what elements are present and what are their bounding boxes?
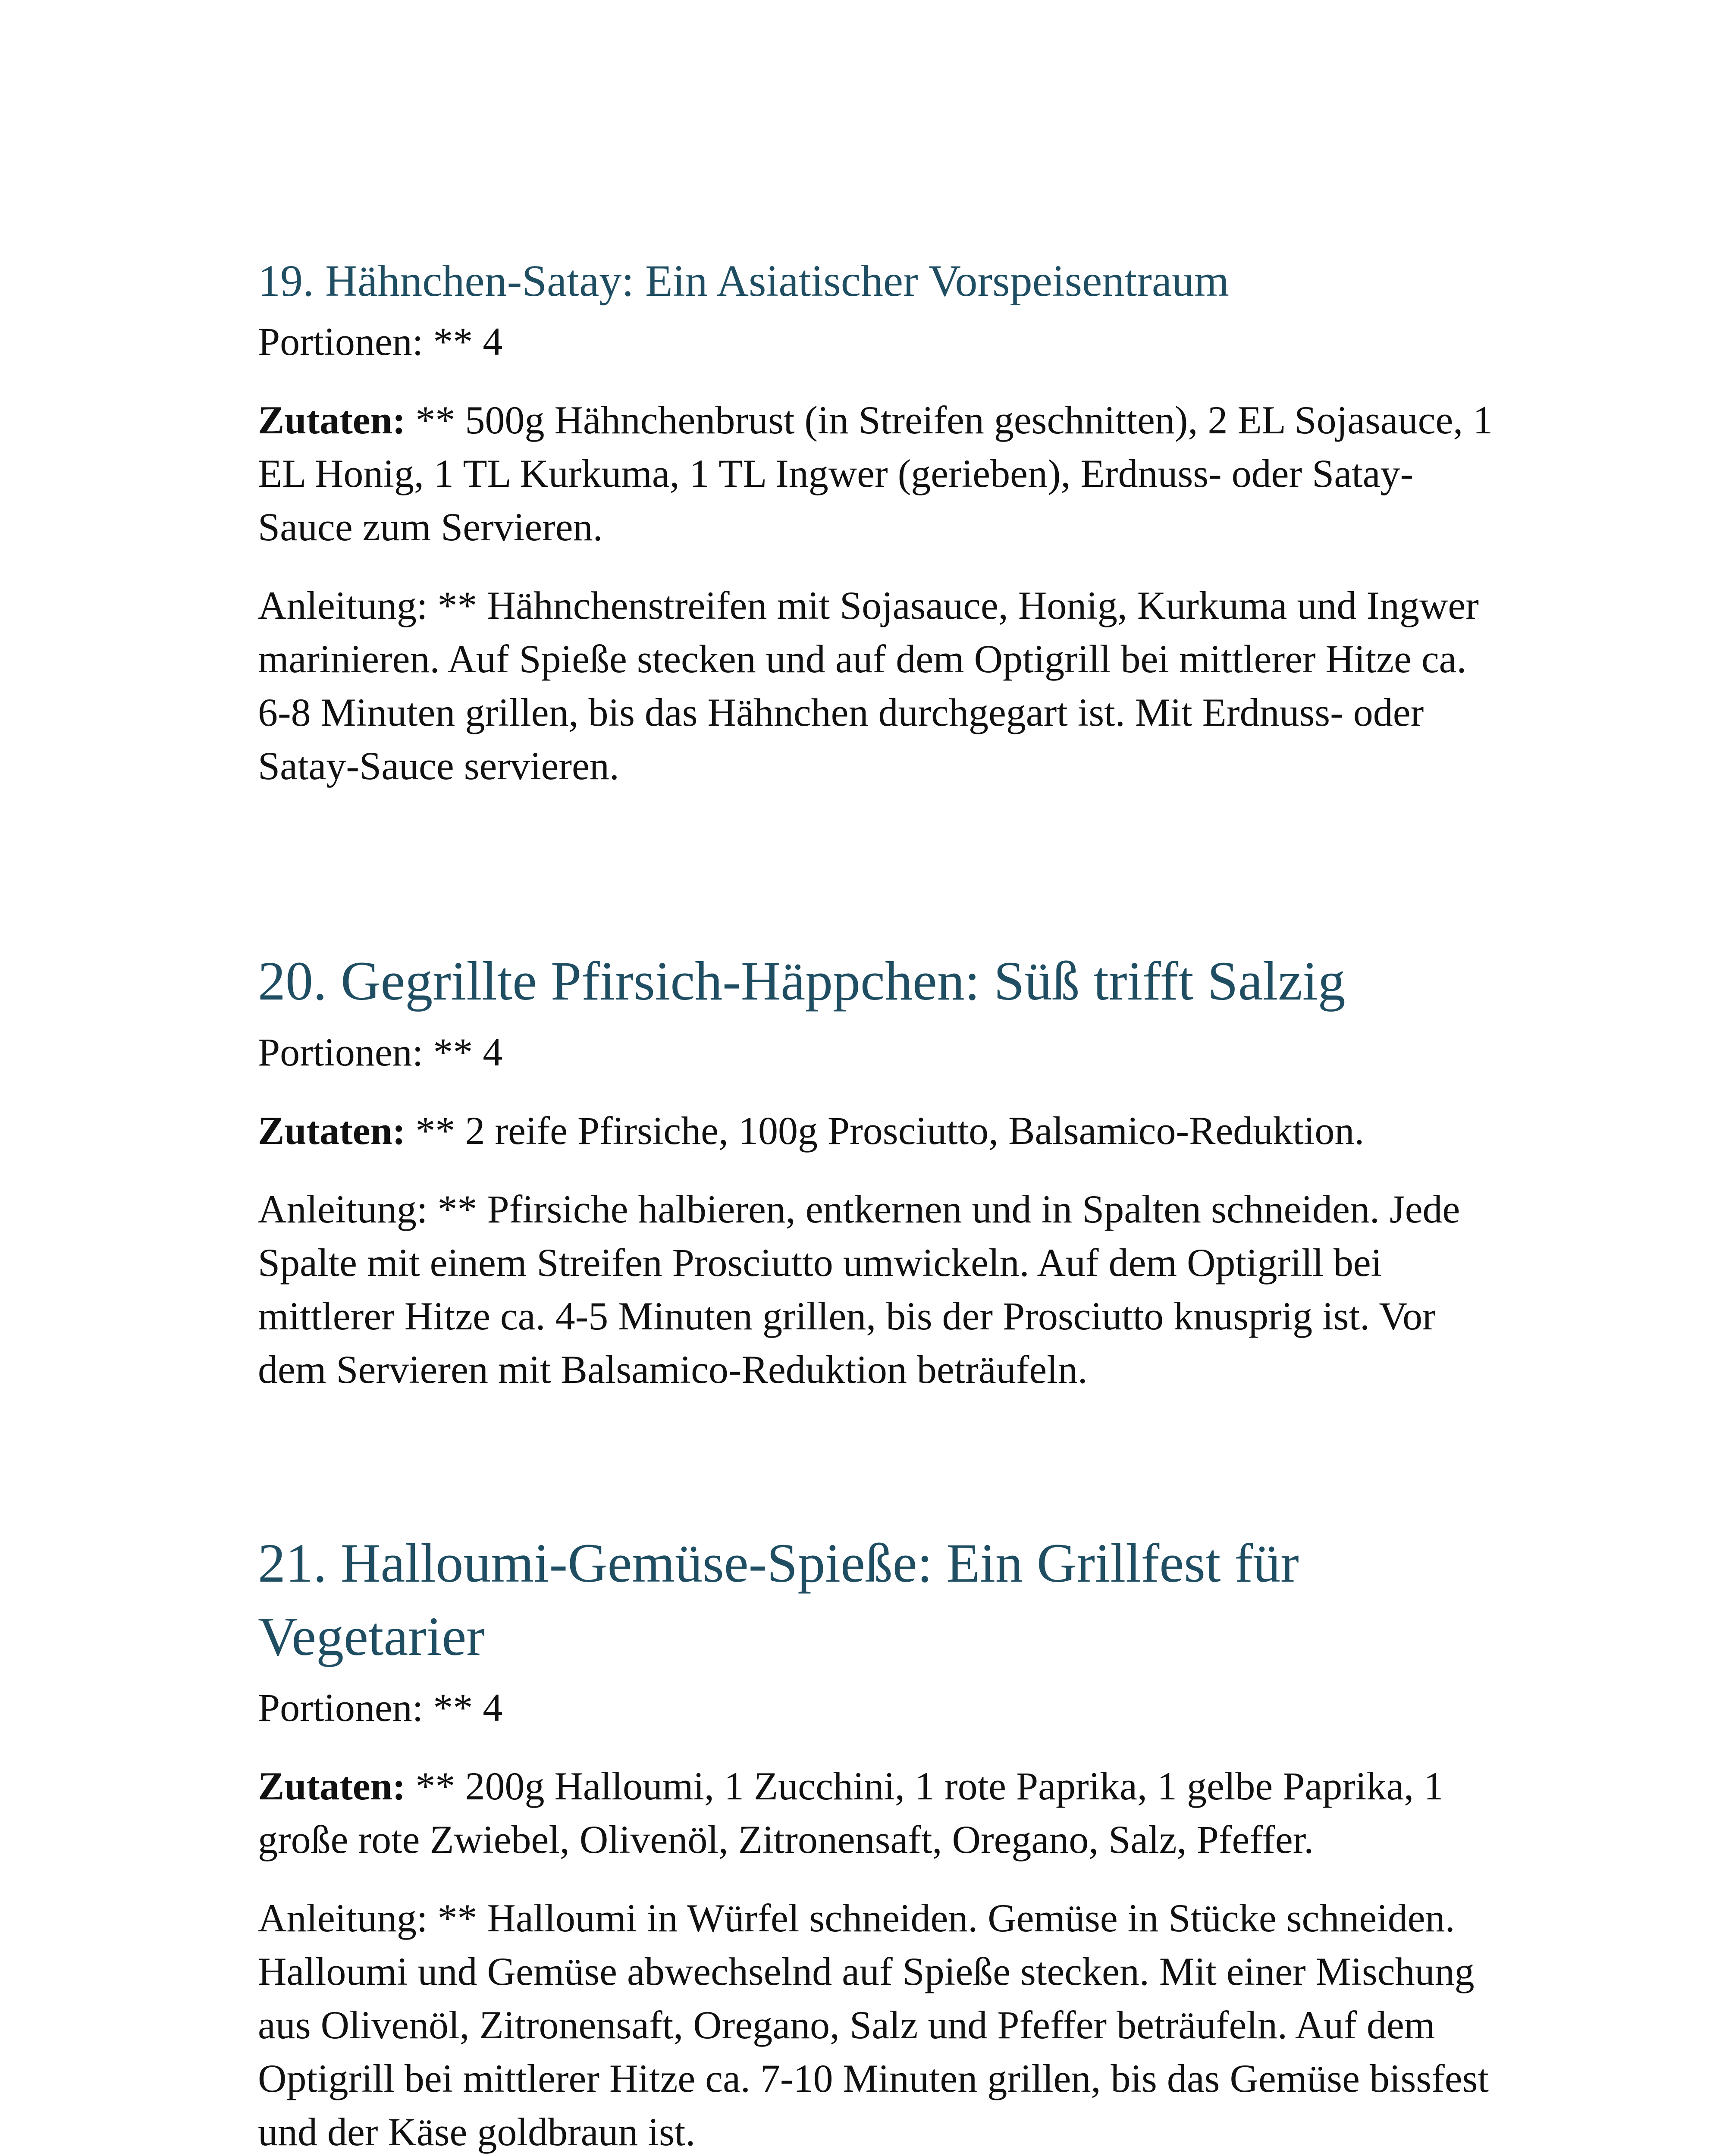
ingredients-label: Zutaten:: [258, 1109, 406, 1153]
recipe-ingredients: [258, 1759, 1500, 1866]
ingredients-text: ** 2 reife Pfirsiche, 100g Prosciutto, Balsamico-Reduktion.: [405, 1109, 1365, 1153]
recipe-title: 19. Hähnchen-Satay: Ein Asiatischer Vorspeisentraum: [258, 256, 1229, 306]
recipe-19: [258, 255, 1500, 793]
document-page: [258, 0, 1500, 2156]
recipe-instructions: Anleitung: ** Hähnchenstreifen mit Sojasauce, Honig, Kurkuma und Ingwer marinieren. Auf Spieße stecken und auf dem Optigrill bei mittlerer Hitze ca. 6-8 Minuten grillen, bis das Hähnchen durchgegart ist. Mit Erdnuss- oder Satay-Sauce servieren.: [258, 583, 1479, 788]
recipe-ingredients: [258, 1104, 1500, 1157]
recipe-ingredients: [258, 393, 1500, 554]
recipe-instructions: Anleitung: ** Pfirsiche halbieren, entkernen und in Spalten schneiden. Jede Spalte mit einem Streifen Prosciutto umwickeln. Auf dem Optigrill bei mittlerer Hitze ca. 4-5 Minuten grillen, bis der Prosciutto knusprig ist. Vor dem Servieren mit Balsamico-Reduktion beträufeln.: [258, 1187, 1460, 1391]
recipe-instructions: Anleitung: ** Halloumi in Würfel schneiden. Gemüse in Stücke schneiden. Halloumi und Gemüse abwechselnd auf Spieße stecken. Mit einer Mischung aus Olivenöl, Zitronensaft, Oregano, Salz und Pfeffer beträufeln. Auf dem Optigrill bei mittlerer Hitze ca. 7-10 Minuten grillen, bis das Gemüse bissfest und der Käse goldbraun ist.: [258, 1896, 1489, 2154]
recipe-title: 21. Halloumi-Gemüse-Spieße: Ein Grillfest für Vegetarier: [258, 1532, 1299, 1667]
ingredients-label: Zutaten:: [258, 1764, 406, 1808]
ingredients-text: ** 500g Hähnchenbrust (in Streifen geschnitten), 2 EL Sojasauce, 1 EL Honig, 1 TL Kurkuma, 1 TL Ingwer (gerieben), Erdnuss- oder Satay-Sauce zum Servieren.: [258, 398, 1493, 549]
ingredients-label: Zutaten:: [258, 398, 406, 442]
recipe-servings: Portionen: ** 4: [258, 1030, 503, 1074]
recipe-20: [258, 944, 1500, 1396]
recipe-servings: Portionen: ** 4: [258, 320, 503, 364]
recipe-servings: Portionen: ** 4: [258, 1686, 503, 1730]
recipe-21: [258, 1526, 1500, 2156]
recipe-title: 20. Gegrillte Pfirsich-Häppchen: Süß trifft Salzig: [258, 950, 1346, 1012]
ingredients-text: ** 200g Halloumi, 1 Zucchini, 1 rote Paprika, 1 gelbe Paprika, 1 große rote Zwiebel, Olivenöl, Zitronensaft, Oregano, Salz, Pfeffer.: [258, 1764, 1444, 1861]
